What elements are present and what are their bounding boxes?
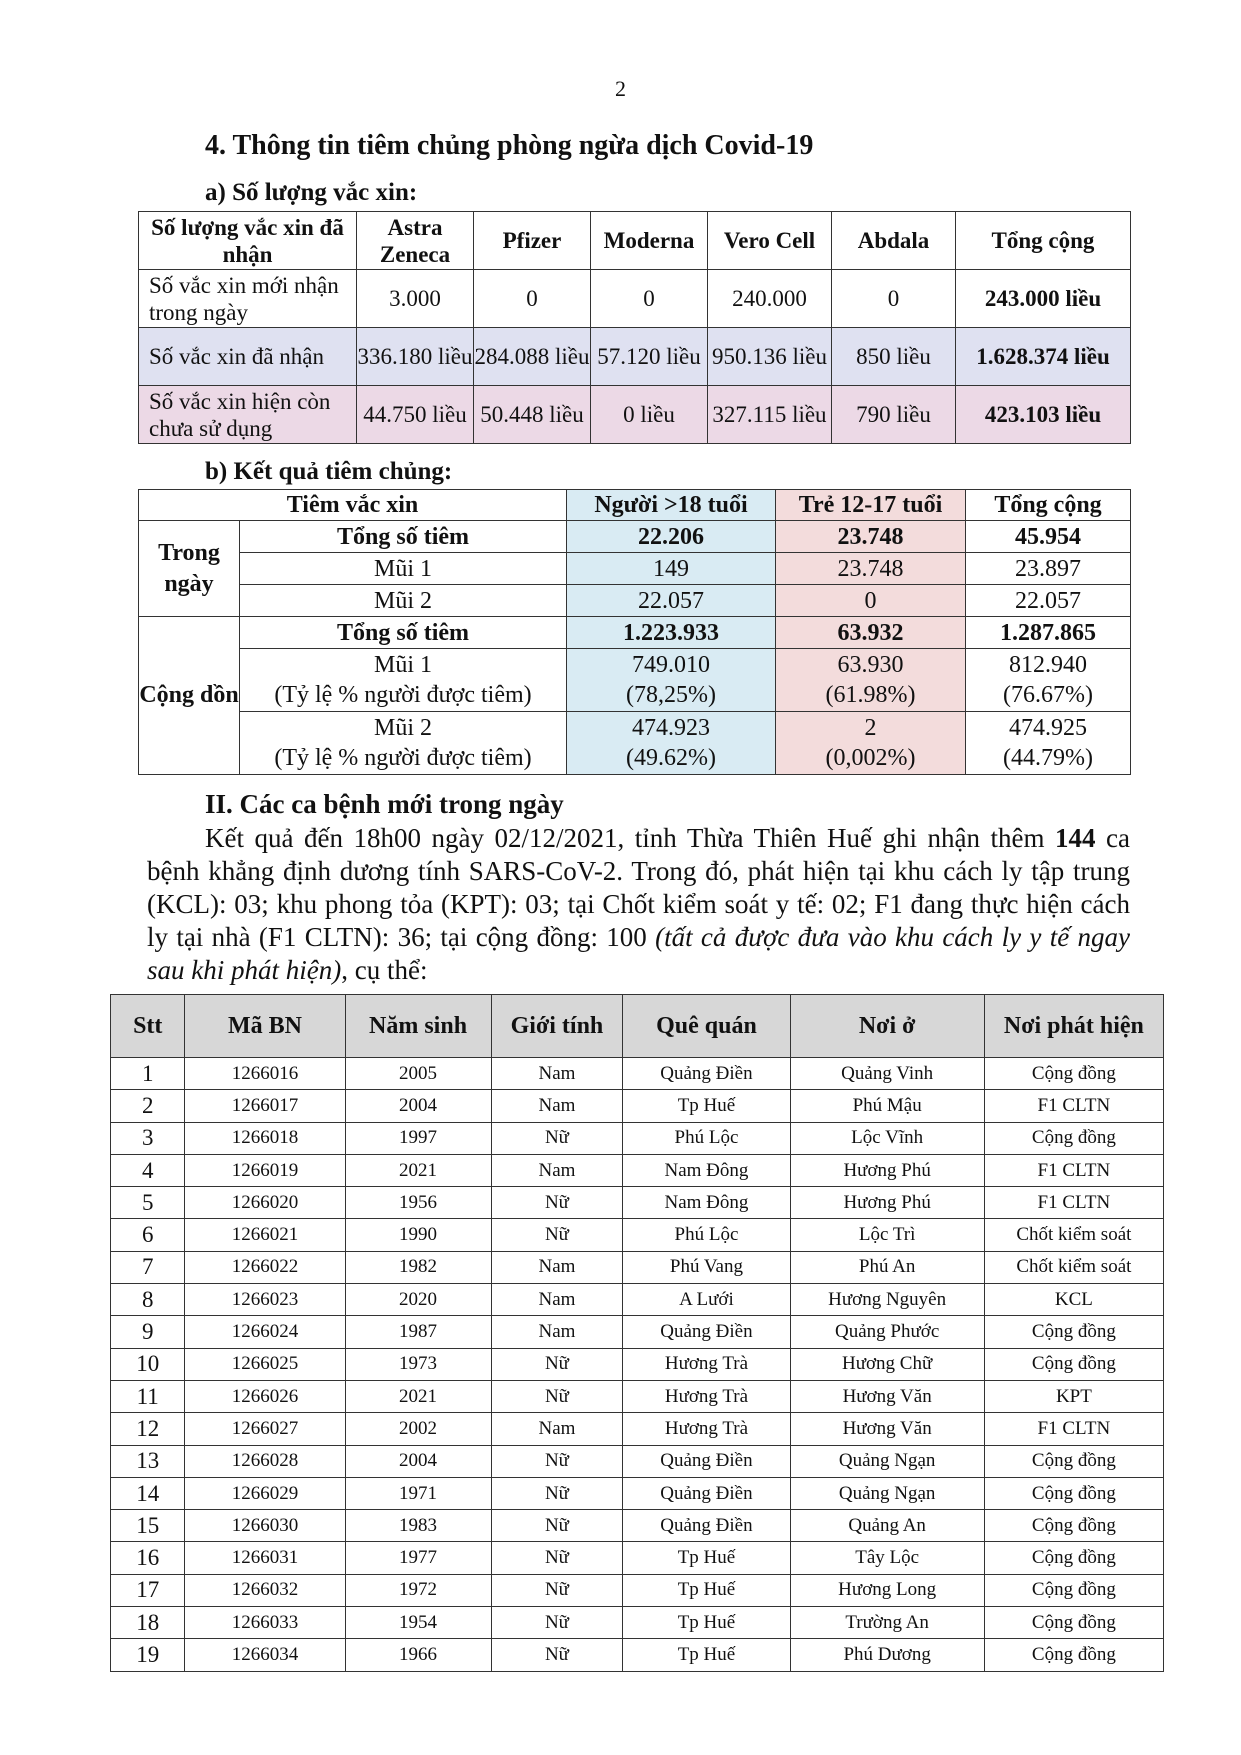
table-cell: Tp Huế: [623, 1639, 790, 1671]
table-cell: 1997: [345, 1122, 491, 1154]
table-cell: 950.136 liều: [708, 328, 832, 386]
table-cell: 1266027: [185, 1413, 345, 1445]
table-cell: Phú Vang: [623, 1251, 790, 1283]
table-cell: Phú An: [790, 1251, 984, 1283]
total-cell: 1.628.374 liều: [956, 328, 1131, 386]
table-cell: Phú Dương: [790, 1639, 984, 1671]
case-count: 144: [1055, 823, 1096, 853]
table-row: [139, 712, 1131, 775]
cases-table: [110, 994, 1164, 1672]
table-cell: F1 CLTN: [984, 1090, 1163, 1122]
table-row: [111, 1413, 1164, 1445]
table-cell: 327.115 liều: [708, 386, 832, 444]
table-header-row: [111, 995, 1164, 1058]
header-cell: Vero Cell: [708, 212, 832, 270]
table-cell: Phú Lộc: [623, 1122, 790, 1154]
rate-label: (Tỷ lệ % người được tiêm): [274, 745, 532, 771]
table-cell: 57.120 liều: [591, 328, 708, 386]
paragraph-text: ca bệnh khẳng định dương tính SARS-CoV-2. Trong đó, phát hiện tại khu cách ly tập trung (KCL): 03; khu phong tỏa (KPT): 03; tại Chốt kiểm soát y tế: 02; F1 đang thực hiện cách ly tại nhà (F1 CLTN): 36; tại cộng đồng: 100: [147, 823, 1131, 952]
table-row: [139, 553, 1131, 585]
table-cell: 1266022: [185, 1251, 345, 1283]
rate: (0,002%): [825, 745, 916, 771]
table-row: [111, 1510, 1164, 1542]
header-cell: Tổng cộng: [956, 212, 1131, 270]
summary-paragraph: [147, 822, 1130, 987]
header-cell: Astra Zeneca: [357, 212, 474, 270]
table-cell: 18: [111, 1607, 185, 1639]
table-cell: 1266025: [185, 1348, 345, 1380]
table-cell: 1.287.865: [966, 617, 1131, 649]
table-cell: [567, 712, 776, 775]
table-cell: 1266026: [185, 1380, 345, 1412]
table-cell: [776, 712, 966, 775]
table-row: [139, 270, 1131, 328]
table-cell: 12: [111, 1413, 185, 1445]
row-label: Tổng số tiêm: [240, 521, 567, 553]
table-cell: 9: [111, 1316, 185, 1348]
header-cell: Người >18 tuổi: [567, 490, 776, 521]
row-label: [240, 649, 567, 712]
header-cell: Nơi ở: [790, 995, 984, 1058]
table-cell: Cộng đồng: [984, 1477, 1163, 1509]
table-row: [111, 1445, 1164, 1477]
table-cell: Nữ: [491, 1607, 623, 1639]
table-cell: 1266024: [185, 1316, 345, 1348]
table-cell: 2: [111, 1090, 185, 1122]
table-cell: Tây Lộc: [790, 1542, 984, 1574]
table-cell: Cộng đồng: [984, 1574, 1163, 1606]
table-cell: Nữ: [491, 1348, 623, 1380]
table-cell: 1956: [345, 1187, 491, 1219]
vaccine-quantity-table: [138, 211, 1131, 444]
table-row: [139, 328, 1131, 386]
table-cell: Nam: [491, 1251, 623, 1283]
paragraph-text: Kết quả đến 18h00 ngày 02/12/2021, tỉnh Thừa Thiên Huế ghi nhận thêm: [205, 823, 1056, 853]
table-cell: 14: [111, 1477, 185, 1509]
table-cell: 1954: [345, 1607, 491, 1639]
table-cell: Lộc Trì: [790, 1219, 984, 1251]
table-cell: 3: [111, 1122, 185, 1154]
table-row: [111, 1058, 1164, 1090]
table-cell: 1987: [345, 1316, 491, 1348]
table-cell: 2004: [345, 1090, 491, 1122]
table-cell: Hương Văn: [790, 1380, 984, 1412]
table-row: [111, 1316, 1164, 1348]
table-cell: 15: [111, 1510, 185, 1542]
table-cell: Tp Huế: [623, 1607, 790, 1639]
table-cell: KPT: [984, 1380, 1163, 1412]
table-cell: Quảng Vinh: [790, 1058, 984, 1090]
table-cell: [966, 649, 1131, 712]
row-label: Số vắc xin mới nhận trong ngày: [139, 270, 357, 328]
rate: (76.67%): [1003, 682, 1093, 708]
row-label: Số vắc xin đã nhận: [139, 328, 357, 386]
table-cell: F1 CLTN: [984, 1154, 1163, 1186]
table-cell: 1966: [345, 1639, 491, 1671]
header-cell: Trẻ 12-17 tuổi: [776, 490, 966, 521]
table-cell: Cộng đồng: [984, 1122, 1163, 1154]
table-cell: Cộng đồng: [984, 1058, 1163, 1090]
table-cell: 23.748: [776, 521, 966, 553]
total-cell: 243.000 liều: [956, 270, 1131, 328]
table-cell: 22.057: [567, 585, 776, 617]
table-cell: 1266029: [185, 1477, 345, 1509]
total-cell: 423.103 liều: [956, 386, 1131, 444]
table-cell: 44.750 liều: [357, 386, 474, 444]
table-cell: Nữ: [491, 1510, 623, 1542]
table-cell: Hương Trà: [623, 1348, 790, 1380]
table-row: [139, 521, 1131, 553]
table-cell: Cộng đồng: [984, 1316, 1163, 1348]
table-cell: Nam Đông: [623, 1187, 790, 1219]
table-row: [111, 1639, 1164, 1671]
table-cell: Quảng Điền: [623, 1058, 790, 1090]
table-cell: 7: [111, 1251, 185, 1283]
table-cell: 1.223.933: [567, 617, 776, 649]
table-cell: Nữ: [491, 1445, 623, 1477]
table-cell: Chốt kiểm soát: [984, 1219, 1163, 1251]
table-cell: Quảng Điền: [623, 1510, 790, 1542]
table-cell: Trường An: [790, 1607, 984, 1639]
table-cell: Quảng Điền: [623, 1477, 790, 1509]
table-cell: [567, 649, 776, 712]
dose-label: Mũi 1: [373, 652, 432, 678]
table-cell: Tp Huế: [623, 1574, 790, 1606]
table-cell: 1977: [345, 1542, 491, 1574]
table-cell: 284.088 liều: [474, 328, 591, 386]
table-cell: F1 CLTN: [984, 1187, 1163, 1219]
value: 63.930: [837, 652, 904, 678]
row-label: Tổng số tiêm: [240, 617, 567, 649]
table-cell: 22.206: [567, 521, 776, 553]
value: 812.940: [1009, 652, 1087, 678]
table-header-row: [139, 490, 1131, 521]
table-cell: A Lưới: [623, 1284, 790, 1316]
vaccination-results-table: [138, 489, 1131, 775]
table-cell: 11: [111, 1380, 185, 1412]
table-cell: 1972: [345, 1574, 491, 1606]
table-cell: Quảng Ngạn: [790, 1445, 984, 1477]
header-cell: Giới tính: [491, 995, 623, 1058]
table-cell: F1 CLTN: [984, 1413, 1163, 1445]
table-cell: 790 liều: [832, 386, 956, 444]
table-cell: Nam: [491, 1284, 623, 1316]
table-cell: 10: [111, 1348, 185, 1380]
table-cell: 1971: [345, 1477, 491, 1509]
table-cell: 1983: [345, 1510, 491, 1542]
table-cell: 850 liều: [832, 328, 956, 386]
table-cell: Nam Đông: [623, 1154, 790, 1186]
paragraph-italic-note: (tất cả được đưa vào khu cách ly y tế ngay sau khi phát hiện): [147, 922, 1130, 985]
table-cell: 2021: [345, 1380, 491, 1412]
table-cell: Hương Trà: [623, 1380, 790, 1412]
table-cell: 1266033: [185, 1607, 345, 1639]
table-cell: 2021: [345, 1154, 491, 1186]
table-cell: 23.748: [776, 553, 966, 585]
table-cell: 17: [111, 1574, 185, 1606]
row-label: Mũi 2: [240, 585, 567, 617]
table-cell: Nữ: [491, 1187, 623, 1219]
table-cell: 1266032: [185, 1574, 345, 1606]
table-cell: Hương Long: [790, 1574, 984, 1606]
table-cell: 1266016: [185, 1058, 345, 1090]
table-cell: Nam: [491, 1316, 623, 1348]
vaccine-quantity-subtitle: a) Số lượng vắc xin:: [205, 179, 418, 206]
header-cell: Năm sinh: [345, 995, 491, 1058]
table-cell: 336.180 liều: [357, 328, 474, 386]
table-header-row: [139, 212, 1131, 270]
table-cell: 1266023: [185, 1284, 345, 1316]
dose-label: Mũi 2: [373, 715, 432, 741]
table-row: [111, 1380, 1164, 1412]
table-cell: Cộng đồng: [984, 1639, 1163, 1671]
table-cell: 1266030: [185, 1510, 345, 1542]
table-row: [111, 1219, 1164, 1251]
value: 474.925: [1009, 715, 1087, 741]
table-cell: Cộng đồng: [984, 1607, 1163, 1639]
paragraph-text: , cụ thể:: [341, 955, 428, 985]
table-cell: 1990: [345, 1219, 491, 1251]
header-cell: Số lượng vắc xin đã nhận: [139, 212, 357, 270]
table-cell: 1266018: [185, 1122, 345, 1154]
rate: (49.62%): [626, 745, 716, 771]
table-cell: 0: [591, 270, 708, 328]
table-cell: Cộng đồng: [984, 1348, 1163, 1380]
table-cell: Tp Huế: [623, 1090, 790, 1122]
table-cell: 50.448 liều: [474, 386, 591, 444]
section-4-title: 4. Thông tin tiêm chủng phòng ngừa dịch Covid-19: [205, 130, 814, 161]
table-row: [139, 649, 1131, 712]
table-row: [139, 386, 1131, 444]
table-cell: 1982: [345, 1251, 491, 1283]
table-cell: Nữ: [491, 1219, 623, 1251]
table-cell: Cộng đồng: [984, 1542, 1163, 1574]
table-row: [111, 1154, 1164, 1186]
table-cell: 22.057: [966, 585, 1131, 617]
table-cell: Chốt kiểm soát: [984, 1251, 1163, 1283]
header-cell: Nơi phát hiện: [984, 995, 1163, 1058]
table-row: [139, 585, 1131, 617]
group-label-in-day: Trong ngày: [139, 521, 240, 617]
header-cell: Tiêm vắc xin: [139, 490, 567, 521]
table-cell: 16: [111, 1542, 185, 1574]
table-cell: Hương Nguyên: [790, 1284, 984, 1316]
table-row: [111, 1187, 1164, 1219]
section-ii-title: II. Các ca bệnh mới trong ngày: [205, 789, 564, 819]
rate: (44.79%): [1003, 745, 1093, 771]
table-cell: Phú Mậu: [790, 1090, 984, 1122]
row-label: Số vắc xin hiện còn chưa sử dụng: [139, 386, 357, 444]
table-row: [111, 1284, 1164, 1316]
table-cell: 2020: [345, 1284, 491, 1316]
page-number: 2: [615, 76, 626, 101]
value: 2: [864, 715, 877, 741]
table-cell: 1266028: [185, 1445, 345, 1477]
table-row: [111, 1574, 1164, 1606]
table-cell: Quảng An: [790, 1510, 984, 1542]
table-row: [111, 1607, 1164, 1639]
table-cell: Nữ: [491, 1380, 623, 1412]
table-cell: Nam: [491, 1090, 623, 1122]
header-cell: Pfizer: [474, 212, 591, 270]
table-cell: 0: [474, 270, 591, 328]
rate: (61.98%): [825, 682, 916, 708]
table-cell: 5: [111, 1187, 185, 1219]
table-cell: 3.000: [357, 270, 474, 328]
table-cell: Nam: [491, 1413, 623, 1445]
header-cell: Moderna: [591, 212, 708, 270]
table-cell: 45.954: [966, 521, 1131, 553]
table-cell: 63.932: [776, 617, 966, 649]
table-cell: KCL: [984, 1284, 1163, 1316]
table-cell: 6: [111, 1219, 185, 1251]
table-cell: Nữ: [491, 1574, 623, 1606]
table-cell: 240.000: [708, 270, 832, 328]
table-cell: 19: [111, 1639, 185, 1671]
header-cell: Tổng cộng: [966, 490, 1131, 521]
table-cell: Hương Chữ: [790, 1348, 984, 1380]
table-cell: Nữ: [491, 1477, 623, 1509]
table-cell: Nữ: [491, 1639, 623, 1671]
table-cell: 0 liều: [591, 386, 708, 444]
rate: (78,25%): [626, 682, 716, 708]
table-cell: Hương Văn: [790, 1413, 984, 1445]
table-cell: Quảng Điền: [623, 1445, 790, 1477]
value: 474.923: [632, 715, 710, 741]
vaccination-results-subtitle: b) Kết quả tiêm chủng:: [205, 458, 453, 485]
table-cell: Quảng Ngạn: [790, 1477, 984, 1509]
header-cell: Mã BN: [185, 995, 345, 1058]
table-cell: Phú Lộc: [623, 1219, 790, 1251]
table-cell: 1: [111, 1058, 185, 1090]
table-cell: 2004: [345, 1445, 491, 1477]
header-cell: Stt: [111, 995, 185, 1058]
table-cell: 0: [776, 585, 966, 617]
table-row: [111, 1477, 1164, 1509]
table-cell: 149: [567, 553, 776, 585]
table-cell: Quảng Phước: [790, 1316, 984, 1348]
table-cell: 1973: [345, 1348, 491, 1380]
table-cell: 1266031: [185, 1542, 345, 1574]
cases-table-body: [111, 1058, 1164, 1672]
table-cell: Hương Trà: [623, 1413, 790, 1445]
table-cell: 1266020: [185, 1187, 345, 1219]
table-cell: 23.897: [966, 553, 1131, 585]
rate-label: (Tỷ lệ % người được tiêm): [274, 682, 532, 708]
table-row: [139, 617, 1131, 649]
table-row: [111, 1542, 1164, 1574]
table-cell: Quảng Điền: [623, 1316, 790, 1348]
header-cell: Abdala: [832, 212, 956, 270]
table-cell: Nam: [491, 1058, 623, 1090]
table-cell: Lộc Vĩnh: [790, 1122, 984, 1154]
table-cell: 1266021: [185, 1219, 345, 1251]
table-cell: 2005: [345, 1058, 491, 1090]
group-label-cumulative: Cộng dồn: [139, 617, 240, 775]
table-cell: [966, 712, 1131, 775]
table-cell: 1266019: [185, 1154, 345, 1186]
table-cell: 13: [111, 1445, 185, 1477]
table-cell: 2002: [345, 1413, 491, 1445]
table-row: [111, 1348, 1164, 1380]
table-cell: 4: [111, 1154, 185, 1186]
value: 749.010: [632, 652, 710, 678]
table-cell: 1266017: [185, 1090, 345, 1122]
header-cell: Quê quán: [623, 995, 790, 1058]
row-label: [240, 712, 567, 775]
table-row: [111, 1090, 1164, 1122]
table-cell: 8: [111, 1284, 185, 1316]
table-cell: Nữ: [491, 1542, 623, 1574]
table-cell: 0: [832, 270, 956, 328]
table-cell: Cộng đồng: [984, 1445, 1163, 1477]
table-cell: 1266034: [185, 1639, 345, 1671]
table-row: [111, 1122, 1164, 1154]
table-cell: Hương Phú: [790, 1154, 984, 1186]
table-cell: Hương Phú: [790, 1187, 984, 1219]
table-cell: Cộng đồng: [984, 1510, 1163, 1542]
table-cell: Tp Huế: [623, 1542, 790, 1574]
table-row: [111, 1251, 1164, 1283]
table-cell: Nữ: [491, 1122, 623, 1154]
row-label: Mũi 1: [240, 553, 567, 585]
table-cell: Nam: [491, 1154, 623, 1186]
table-cell: [776, 649, 966, 712]
